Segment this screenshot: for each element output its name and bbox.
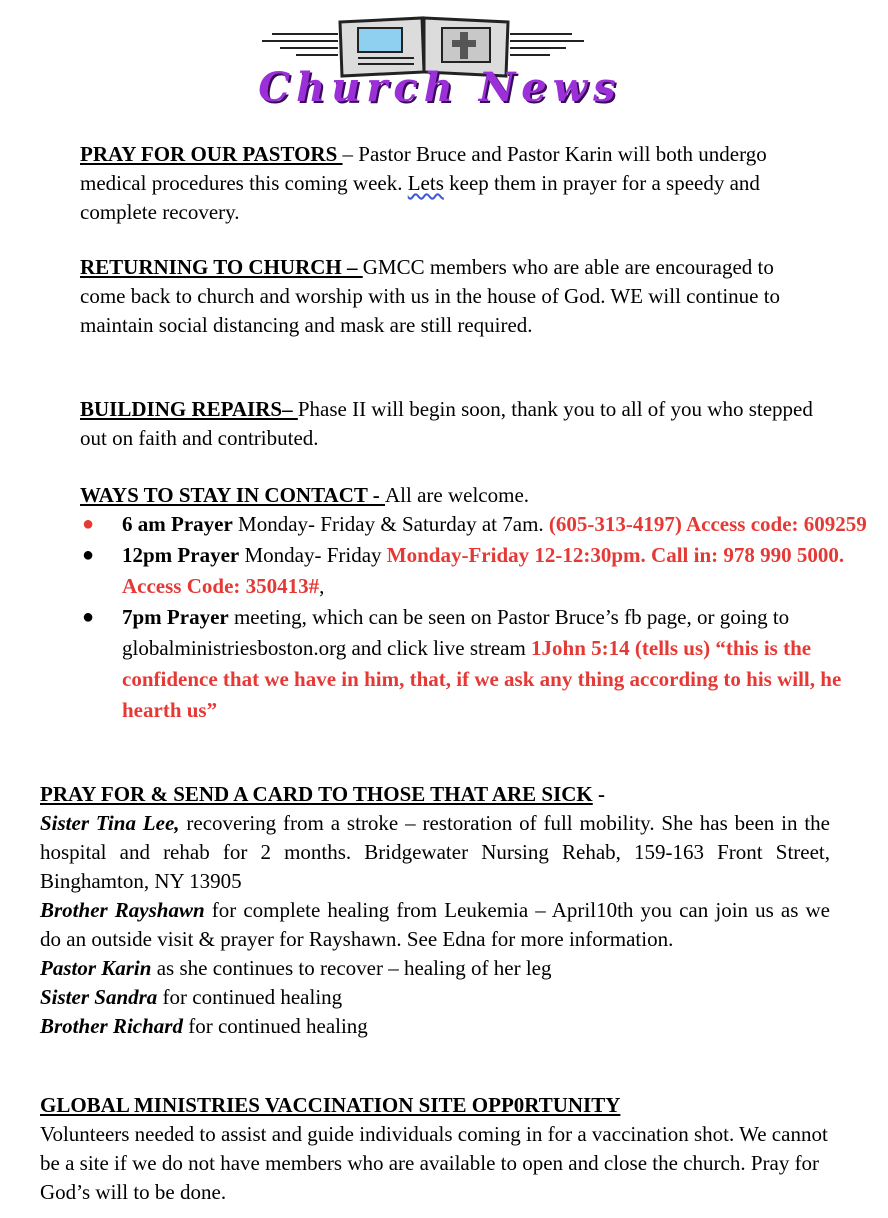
sick-entry — [40, 1012, 830, 1041]
sick-entry — [40, 809, 830, 896]
bullet-icon: ● — [82, 513, 95, 535]
sick-entry — [40, 954, 830, 983]
sick-text: for complete healing from Leukemia – April10th you can join us as we do an outside visit & prayer for Rayshawn. See Edna for more information. — [40, 898, 830, 951]
bullet-icon: ● — [82, 544, 95, 566]
returning-text: GMCC members who are able are encouraged to come back to church and worship with us in the house of God. WE will continue to maintain social distancing and mask are still required. — [80, 255, 781, 337]
bullet-icon: ● — [82, 606, 95, 628]
vaccination-heading-line — [40, 1091, 835, 1120]
repairs-text: Phase II will begin soon, thank you to all of you who stepped out on faith and contributed. — [80, 397, 813, 450]
sick-heading-tail: - — [592, 782, 606, 806]
vaccination-section — [40, 1091, 835, 1207]
sick-heading-line — [40, 780, 830, 809]
list-item — [80, 602, 870, 726]
sick-name: Sister Tina Lee, — [40, 811, 180, 835]
item-bold: 7pm Prayer — [122, 605, 229, 629]
contact-paragraph — [80, 481, 840, 510]
vaccination-heading: GLOBAL MINISTRIES VACCINATION SITE OPP0RTUNITY — [40, 1093, 621, 1117]
pastors-text-a: Pastor Bruce and Pastor Karin will both undergo medical procedures this coming week. — [80, 142, 767, 195]
list-item — [80, 509, 870, 540]
returning-heading: RETURNING TO CHURCH – — [80, 255, 363, 279]
item-text: meeting, which can be seen on Pastor Bruce’s fb page, or going to globalministriesboston.org and click live stream — [122, 605, 790, 660]
sick-text: as she continues to recover – healing of her leg — [151, 956, 552, 980]
sick-entry — [40, 983, 830, 1012]
item-bold: 6 am Prayer — [122, 512, 233, 536]
sick-entry — [40, 896, 830, 954]
repairs-paragraph — [80, 395, 840, 453]
sick-text: for continued healing — [157, 985, 343, 1009]
sick-text: recovering from a stroke – restoration of full mobility. She has been in the hospital and rehab for 2 months. Bridgewater Nursing Rehab, 159-163 Front Street, Binghamton, NY 13905 — [40, 811, 831, 893]
sick-name: Sister Sandra — [40, 985, 158, 1009]
pastors-dash: – — [342, 142, 359, 166]
pastors-paragraph — [80, 140, 820, 227]
sick-name: Brother Rayshawn — [40, 898, 205, 922]
item-text: Monday- Friday — [239, 543, 387, 567]
list-item — [80, 540, 870, 602]
sick-heading: PRAY FOR & SEND A CARD TO THOSE THAT ARE SICK — [40, 782, 593, 806]
spellcheck-word: Lets — [407, 171, 444, 195]
sick-name: Pastor Karin — [40, 956, 152, 980]
sick-name: Brother Richard — [40, 1014, 183, 1038]
contact-list — [80, 509, 870, 726]
church-news-header — [180, 10, 700, 114]
item-tail: , — [319, 574, 325, 598]
item-red: Monday-Friday 12-12:30pm. Call in: 978 990 5000. Access Code: 350413# — [122, 543, 845, 598]
sick-section — [40, 780, 830, 1041]
pastors-heading: PRAY FOR OUR PASTORS — [80, 142, 343, 166]
returning-paragraph — [80, 253, 820, 340]
header-title: Church News — [258, 64, 622, 111]
item-red: (605-313-4197) Access code: 609259 — [548, 512, 867, 536]
pastors-text-b: keep them in prayer for a speedy and complete recovery. — [80, 171, 760, 224]
contact-text: All are welcome. — [385, 483, 530, 507]
vaccination-text: Volunteers needed to assist and guide individuals coming in for a vaccination shot. We cannot be a site if we do not have members who are available to open and close the church. Pray for God’s will to be done. — [40, 1122, 828, 1204]
item-text: Monday- Friday & Saturday at 7am. — [232, 512, 549, 536]
contact-heading: WAYS TO STAY IN CONTACT - — [80, 483, 385, 507]
item-red: 1John 5:14 (tells us) “this is the confidence that we have in him, that, if we ask any thing according to his will, he hearth us” — [122, 636, 842, 722]
item-bold: 12pm Prayer — [122, 543, 240, 567]
repairs-heading: BUILDING REPAIRS– — [80, 397, 298, 421]
sick-text: for continued healing — [182, 1014, 368, 1038]
